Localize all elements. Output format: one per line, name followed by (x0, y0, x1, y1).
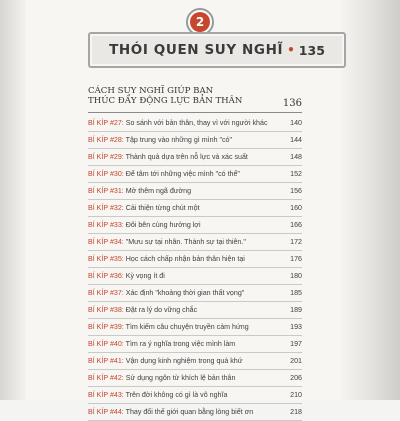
toc-entry-title: Thành quả dựa trên nỗ lực và xác suất (125, 153, 248, 161)
toc-entry (88, 353, 302, 370)
toc-entry-page: 172 (290, 238, 302, 246)
toc-entry-label: BÍ KÍP #40: (88, 340, 124, 348)
toc-entry-label: BÍ KÍP #32: (88, 204, 124, 212)
toc-entry (88, 149, 302, 166)
toc-entry-page: 206 (290, 374, 302, 382)
toc-entry-title: Cải thiện từng chút một (125, 204, 200, 212)
toc-entry-label: BÍ KÍP #31: (88, 187, 124, 195)
toc-entry-title: Tìm ra ý nghĩa trong việc mình làm (125, 340, 236, 348)
toc-entry-label: BÍ KÍP #29: (88, 153, 124, 161)
toc-entry (88, 217, 302, 234)
chapter-header (0, 0, 400, 72)
toc-entry-page: 148 (290, 153, 302, 161)
toc-entry-text (88, 136, 232, 144)
toc-entry-label: BÍ KÍP #36: (88, 272, 124, 280)
toc-entry-page: 185 (290, 289, 302, 297)
chapter-banner (88, 32, 346, 68)
section-page: 136 (282, 98, 302, 109)
toc-entry-page: 201 (290, 357, 302, 365)
toc-entry-text (88, 289, 244, 297)
toc-entry-title: Kỳ vọng ít đi (125, 272, 165, 280)
toc-entry-label: BÍ KÍP #44: (88, 408, 124, 416)
toc-entry-text (88, 153, 248, 161)
toc-entry-title: Thay đổi thế giới quan bằng lòng biết ơn (125, 408, 254, 416)
toc-entry-label: BÍ KÍP #33: (88, 221, 124, 229)
toc-entry-label: BÍ KÍP #28: (88, 136, 124, 144)
toc-entry-label: BÍ KÍP #27: (88, 119, 124, 127)
chapter-separator: • (287, 43, 295, 57)
toc-entry-title: Trên đời không có gì là vô nghĩa (125, 391, 228, 399)
toc-entry-label: BÍ KÍP #37: (88, 289, 124, 297)
toc-entry-label: BÍ KÍP #38: (88, 306, 124, 314)
toc-entry (88, 268, 302, 285)
toc-entry-text (88, 408, 253, 416)
toc-entry-title: Tập trung vào những gì mình "có" (125, 136, 233, 144)
toc-entry-page: 156 (290, 187, 302, 195)
toc-entry-title: Sử dụng ngôn từ khích lệ bản thân (125, 374, 236, 382)
toc-entry (88, 132, 302, 149)
toc-entry-text (88, 340, 235, 348)
toc-entry-text (88, 255, 245, 263)
toc-entry-page: 140 (290, 119, 302, 127)
toc-entry-label: BÍ KÍP #42: (88, 374, 124, 382)
toc-entry-text (88, 272, 165, 280)
toc-entry-title: Tìm kiếm câu chuyện truyền cảm hứng (125, 323, 249, 331)
toc-entry-page: 189 (290, 306, 302, 314)
toc-entry-title: Xác định "khoảng thời gian thất vọng" (125, 289, 245, 297)
toc-entry-text (88, 170, 240, 178)
toc-entry-label: BÍ KÍP #43: (88, 391, 124, 399)
table-of-contents (88, 86, 302, 421)
toc-entry (88, 370, 302, 387)
toc-entry-page: 218 (290, 408, 302, 416)
toc-entry-page: 210 (290, 391, 302, 399)
toc-entry-text (88, 119, 268, 127)
toc-entry-text (88, 187, 191, 195)
toc-entry-text (88, 357, 243, 365)
toc-entry (88, 387, 302, 404)
toc-entry-text (88, 221, 201, 229)
toc-entry (88, 285, 302, 302)
toc-entry-text (88, 323, 249, 331)
toc-entry-title: "Mưu sự tại nhân. Thành sự tại thiên." (125, 238, 246, 246)
toc-entry (88, 302, 302, 319)
toc-entry-label: BÍ KÍP #35: (88, 255, 124, 263)
toc-entry-text (88, 204, 200, 212)
toc-entry-label: BÍ KÍP #30: (88, 170, 124, 178)
toc-entry (88, 200, 302, 217)
toc-entry (88, 234, 302, 251)
toc-entry (88, 336, 302, 353)
toc-entry-label: BÍ KÍP #39: (88, 323, 124, 331)
toc-entry-title: Để tâm tới những việc mình "có thể" (125, 170, 240, 178)
toc-entry (88, 251, 302, 268)
toc-entry-title: Vận dụng kinh nghiệm trong quá khứ (125, 357, 243, 365)
toc-entry (88, 404, 302, 421)
toc-entry-page: 176 (290, 255, 302, 263)
toc-entries (88, 115, 302, 421)
toc-entry-text (88, 374, 235, 382)
toc-entry-text (88, 306, 197, 314)
toc-entry-page: 152 (290, 170, 302, 178)
toc-entry-title: Mở thêm ngã đường (125, 187, 192, 195)
toc-entry-text (88, 391, 227, 399)
toc-entry-page: 160 (290, 204, 302, 212)
toc-entry-page: 180 (290, 272, 302, 280)
toc-entry-title: Đôi bên cùng hưởng lợi (125, 221, 201, 229)
chapter-number: 2 (190, 12, 210, 32)
toc-entry-page: 197 (290, 340, 302, 348)
toc-entry-title: Đặt ra lý do vững chắc (125, 306, 198, 314)
toc-entry-page: 144 (290, 136, 302, 144)
chapter-title: THÓI QUEN SUY NGHĨ (109, 42, 284, 58)
toc-entry (88, 166, 302, 183)
section-title: CÁCH SUY NGHĨ GIÚP BẠN THÚC ĐẨY ĐỘNG LỰC BẢN THÂN (88, 86, 243, 106)
chapter-page: 135 (298, 42, 325, 58)
toc-entry-title: Học cách chấp nhận bản thân hiện tại (125, 255, 245, 263)
toc-entry (88, 183, 302, 200)
toc-entry (88, 115, 302, 132)
toc-entry-page: 193 (290, 323, 302, 331)
toc-entry-title: So sánh với bản thân, thay vì với người khác (125, 119, 268, 127)
toc-entry-text (88, 238, 246, 246)
section-heading (88, 86, 302, 113)
toc-entry-label: BÍ KÍP #41: (88, 357, 124, 365)
toc-entry-page: 166 (290, 221, 302, 229)
toc-entry (88, 319, 302, 336)
toc-entry-label: BÍ KÍP #34: (88, 238, 124, 246)
